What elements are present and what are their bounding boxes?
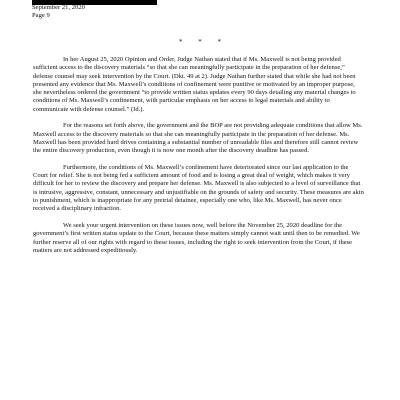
paragraph-3: Furthermore, the conditions of Ms. Maxwell’s confinement have deteriorated since our last application to the Court for relief. She is not being fed a sufficient amount of food and is losing a great deal of weight, which makes it very difficult for her to review the discovery and prepare her defense. Ms. Maxwell is also subjected to a level of surveillance that is intrusive, aggressive, constant, unnecessary and unjustifiable on the grounds of safety and security. These measures are akin to punishment, which is inappropriate for any pretrial detainee, especially one who, like Ms. Maxwell, has never once received a disciplinary infraction. xyxy=(33,163,364,213)
section-separator: * * * xyxy=(179,38,221,46)
paragraph-1: In her August 25, 2020 Opinion and Order, Judge Nathan stated that if Ms. Maxwell is not being provided sufficient access to the discovery materials “so that she can meaningfully participate in the preparation of her defense,” defense counsel may seek intervention by the Court. (Dkt. 49 at 2). Judge Nathan further stated that while she had not been presented any evidence that Ms. Maxwell’s conditions of confinement were punitive or motivated by an improper purpose, she nevertheless ordered the government “to provide written status updates every 90 days detailing any material changes to conditions of Ms. Maxwell’s confinement, with particular emphasis on her access to legal materials and ability to communicate with defense counsel.” (Id.). xyxy=(33,56,356,113)
header-date: September 21, 2020 xyxy=(32,4,85,11)
paragraph-4: We seek your urgent intervention on these issues now, well before the November 25, 2020 deadline for the government’s first written status update to the Court, because these matters simply cannot wait until then to be remedied. We further reserve all of our rights with regard to these issues, including the right to seek intervention from the Court, if these matters are not addressed expeditiously. xyxy=(33,221,360,254)
paragraph-2: For the reasons set forth above, the government and the BOP are not providing adequate conditions that allow Ms. Maxwell access to the discovery materials so that she can meaningfully participate in the preparation of her defense. Ms. Maxwell has been provided hard drives containing a substantial number of unreadable files and therefore still cannot review the entire discovery production, even though it is now one month after the discovery deadline has passed. xyxy=(33,122,363,155)
header-page-number: Page 9 xyxy=(32,12,50,19)
letter-body xyxy=(33,56,364,263)
letter-header xyxy=(32,4,85,20)
